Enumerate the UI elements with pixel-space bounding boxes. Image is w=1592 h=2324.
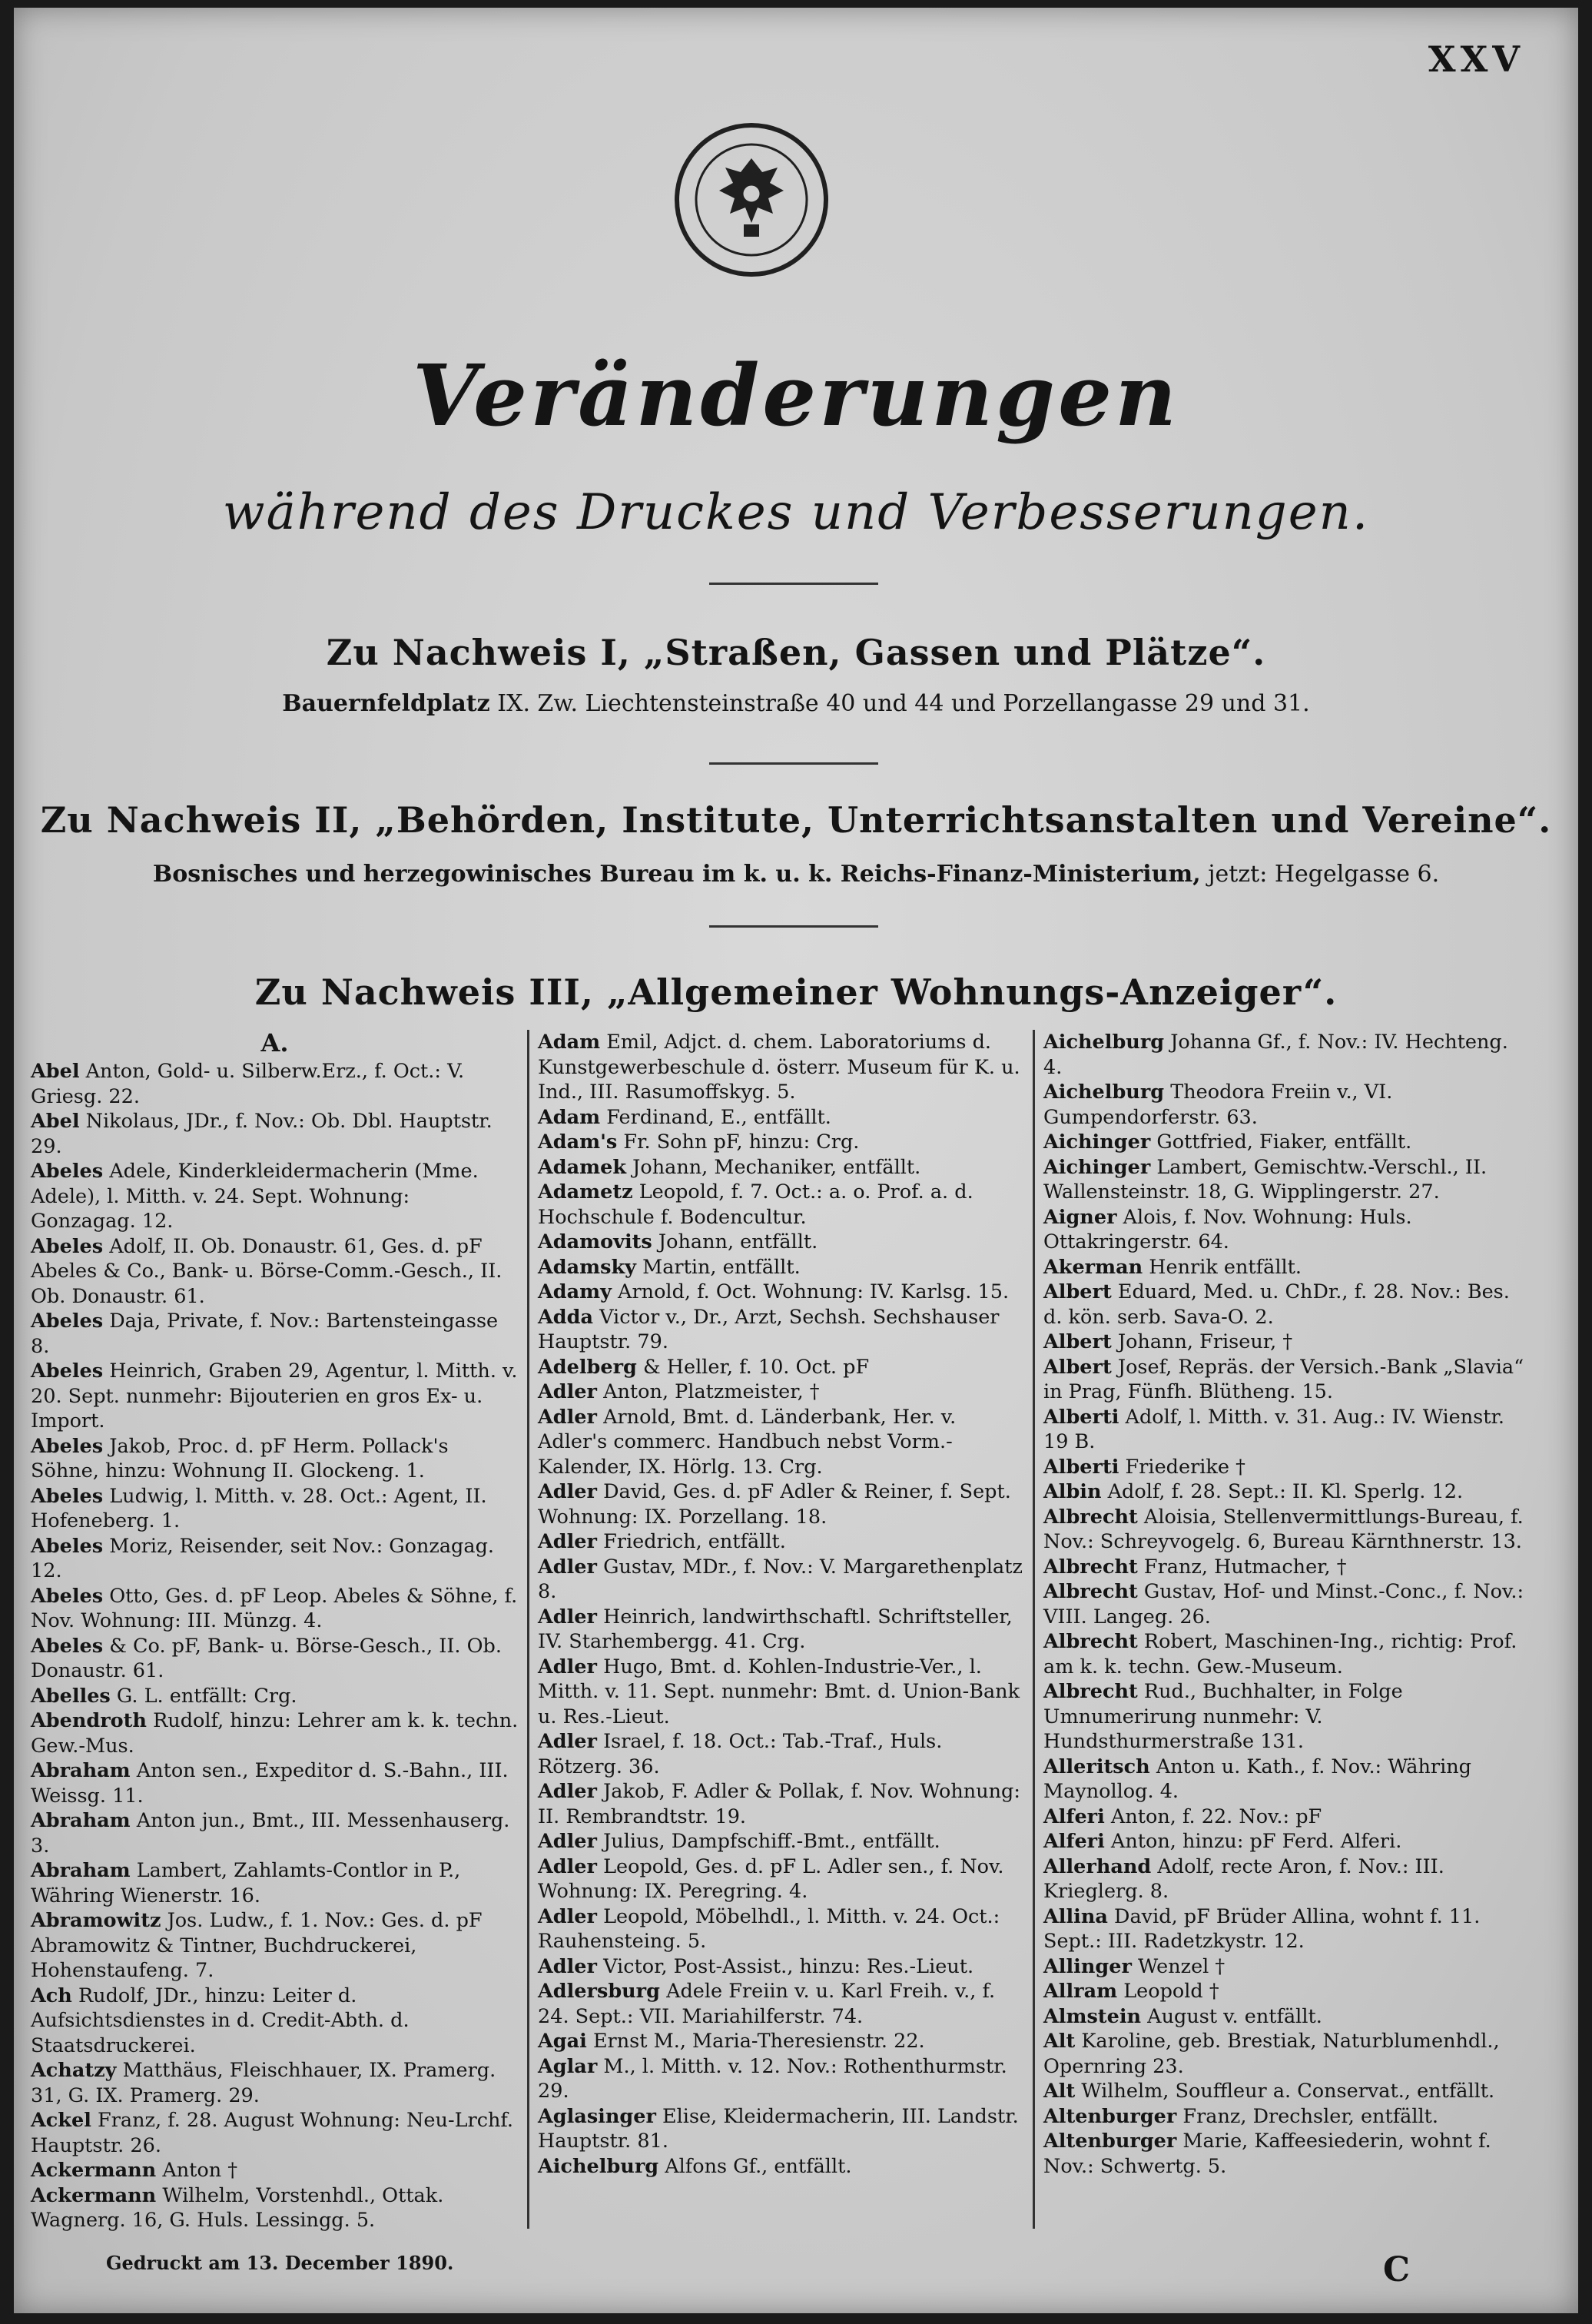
list-item: Abendroth Rudolf, hinzu: Lehrer am k. k. techn. Gew.-Mus. (31, 1709, 519, 1758)
list-item: Abeles Ludwig, l. Mitth. v. 28. Oct.: Agent, II. Hofeneberg. 1. (31, 1484, 487, 1532)
section-3-heading: Zu Nachweis III, „Allgemeiner Wohnungs-Anzeiger“. (254, 971, 1338, 1013)
list-item: Adam Ferdinand, E., entfällt. (538, 1105, 831, 1129)
divider (709, 925, 878, 928)
list-item: Adler Jakob, F. Adler & Pollak, f. Nov. Wohnung: II. Rembrandtstr. 19. (538, 1780, 1020, 1828)
section-2-entry (14, 861, 1578, 888)
column-divider (527, 1030, 529, 2229)
list-item: Allina David, pF Brüder Allina, wohnt f. 11. Sept.: III. Radetzkystr. 12. (1043, 1904, 1481, 1953)
list-item: Abeles Moriz, Reisender, seit Nov.: Gonzagag. 12. (31, 1534, 495, 1582)
list-item: Adamy Arnold, f. Oct. Wohnung: IV. Karlsg. 15. (538, 1280, 1010, 1303)
list-item: Abeles Daja, Private, f. Nov.: Bartensteingasse 8. (31, 1310, 499, 1358)
list-item: Abeles Jakob, Proc. d. pF Herm. Pollack's Söhne, hinzu: Wohnung II. Glockeng. 1. (31, 1434, 449, 1482)
list-item: Allerhand Adolf, recte Aron, f. Nov.: III. Krieglerg. 8. (1043, 1854, 1444, 1903)
list-item: Agai Ernst M., Maria-Theresienstr. 22. (538, 2030, 925, 2053)
divider (709, 583, 878, 585)
list-item: Adler Leopold, Ges. d. pF L. Adler sen., f. Nov. Wohnung: IX. Peregring. 4. (538, 1854, 1004, 1903)
list-item: Albrecht Gustav, Hof- und Minst.-Conc., f. Nov.: VIII. Langeg. 26. (1043, 1580, 1524, 1628)
list-item: Adam Emil, Adjct. d. chem. Laboratoriums d. Kunstgewerbeschule d. österr. Museum für K. u. Ind., III. Rasumoffskyg. 5. (538, 1031, 1020, 1104)
column-2 (538, 1030, 1026, 2179)
column-3 (1043, 1030, 1531, 2179)
column-1 (31, 1030, 519, 2233)
column-divider (1033, 1030, 1035, 2229)
list-item: Adametz Leopold, f. 7. Oct.: a. o. Prof. a. d. Hochschule f. Bodencultur. (538, 1180, 973, 1229)
list-item: Ackermann Anton † (31, 2159, 238, 2182)
section-1-entry-name: Bauernfeldplatz (282, 690, 490, 717)
library-stamp (675, 123, 828, 277)
list-item: Altenburger Franz, Drechsler, entfällt. (1043, 2104, 1439, 2128)
list-item: Alferi Anton, f. 22. Nov.: pF (1043, 1804, 1322, 1828)
list-item: Aigner Alois, f. Nov. Wohnung: Huls. Ottakringerstr. 64. (1043, 1205, 1412, 1253)
list-item: Abeles Adolf, II. Ob. Donaustr. 61, Ges. d. pF Abeles & Co., Bank- u. Börse-Comm.-Gesch., II. Ob. Donaustr. 61. (31, 1234, 502, 1308)
list-item: Adamek Johann, Mechaniker, entfällt. (538, 1155, 921, 1179)
list-item: Altenburger Marie, Kaffeesiederin, wohnt f. Nov.: Schwertg. 5. (1043, 2130, 1491, 2178)
list-item: Albrecht Aloisia, Stellenvermittlungs-Bureau, f. Nov.: Schreyvogelg. 6, Bureau Kärnthnerstr. 13. (1043, 1505, 1524, 1553)
section-1-entry-text: IX. Zw. Liechtensteinstraße 40 und 44 und Porzellangasse 29 und 31. (497, 690, 1310, 717)
list-item: Akerman Henrik entfällt. (1043, 1255, 1302, 1279)
list-item: Adda Victor v., Dr., Arzt, Sechsh. Sechshauser Hauptstr. 79. (538, 1305, 1000, 1353)
section-2-heading: Zu Nachweis II, „Behörden, Institute, Unterrichtsanstalten und Vereine“. (40, 799, 1552, 841)
list-item: Adler Anton, Platzmeister, † (538, 1380, 820, 1403)
page-subtitle: während des Druckes und Verbesserungen. (222, 484, 1370, 541)
list-item: Abeles Adele, Kinderkleidermacherin (Mme. Adele), l. Mitth. v. 24. Sept. Wohnung: Gonzagag. 12. (31, 1160, 479, 1233)
page-number: XXV (1428, 38, 1524, 80)
list-item: Adler Heinrich, landwirthschaftl. Schriftsteller, IV. Starhembergg. 41. Crg. (538, 1605, 1013, 1653)
signature-mark: C (1383, 2250, 1411, 2289)
list-item: Almstein August v. entfällt. (1043, 2004, 1322, 2028)
list-item: Albert Eduard, Med. u. ChDr., f. 28. Nov.: Bes. d. kön. serb. Sava-O. 2. (1043, 1280, 1510, 1329)
list-item: Adlersburg Adele Freiin v. u. Karl Freih. v., f. 24. Sept.: VII. Mariahilferstr. 74. (538, 1980, 996, 2028)
list-item: Allinger Wenzel † (1043, 1954, 1226, 1978)
print-date-footer: Gedruckt am 13. December 1890. (106, 2252, 454, 2274)
list-item: Aichelburg Theodora Freiin v., VI. Gumpendorferstr. 63. (1043, 1081, 1393, 1129)
list-item: Aglasinger Elise, Kleidermacherin, III. Landstr. Hauptstr. 81. (538, 2104, 1019, 2153)
list-item: Abel Nikolaus, JDr., f. Nov.: Ob. Dbl. Hauptstr. 29. (31, 1110, 493, 1158)
list-item: Adler Leopold, Möbelhdl., l. Mitth. v. 24. Oct.: Rauhensteing. 5. (538, 1904, 1000, 1953)
list-item: Adler Israel, f. 18. Oct.: Tab.-Traf., Huls. Rötzerg. 36. (538, 1730, 943, 1778)
list-item: Adler Gustav, MDr., f. Nov.: V. Margarethenplatz 8. (538, 1555, 1023, 1603)
list-item: Adamsky Martin, entfällt. (538, 1255, 801, 1279)
list-item: Aichinger Lambert, Gemischtw.-Verschl., II. Wallensteinstr. 18, G. Wipplingerstr. 27. (1043, 1155, 1488, 1204)
list-item: Abeles & Co. pF, Bank- u. Börse-Gesch., II. Ob. Donaustr. 61. (31, 1634, 502, 1682)
list-item: Albrecht Robert, Maschinen-Ing., richtig: Prof. am k. k. techn. Gew.-Museum. (1043, 1630, 1517, 1678)
list-item: Adler Hugo, Bmt. d. Kohlen-Industrie-Ver., l. Mitth. v. 11. Sept. nunmehr: Bmt. d. Union-Bank u. Res.-Lieut. (538, 1655, 1020, 1728)
list-item: Abraham Anton sen., Expeditor d. S.-Bahn., III. Weissg. 11. (31, 1759, 509, 1808)
list-item: Adelberg & Heller, f. 10. Oct. pF (538, 1355, 870, 1379)
list-item: Achatzy Matthäus, Fleischhauer, IX. Pramerg. 31, G. IX. Pramerg. 29. (31, 2059, 496, 2107)
list-item: Aglar M., l. Mitth. v. 12. Nov.: Rothenthurmstr. 29. (538, 2054, 1007, 2103)
section-1-heading: Zu Nachweis I, „Straßen, Gassen und Plätze“. (326, 632, 1266, 673)
page (14, 8, 1578, 2313)
list-item: Alberti Adolf, l. Mitth. v. 31. Aug.: IV. Wienstr. 19 B. (1043, 1405, 1505, 1453)
list-item: Alberti Friederike † (1043, 1455, 1245, 1479)
list-item: Adler Julius, Dampfschiff.-Bmt., entfällt. (538, 1830, 940, 1853)
divider (709, 762, 878, 765)
list-item: Abelles G. L. entfällt: Crg. (31, 1684, 297, 1708)
list-item: Allram Leopold † (1043, 1980, 1219, 2003)
list-item: Adam's Fr. Sohn pF, hinzu: Crg. (538, 1130, 860, 1154)
list-item: Abramowitz Jos. Ludw., f. 1. Nov.: Ges. d. pF Abramowitz & Tintner, Buchdruckerei, Hohenstaufeng. 7. (31, 1909, 483, 1982)
section-2-entry-name: Bosnisches und herzegowinisches Bureau im k. u. k. Reichs-Finanz-Ministerium, (152, 861, 1201, 888)
list-item: Alt Karoline, geb. Brestiak, Naturblumenhdl., Opernring 23. (1043, 2030, 1500, 2078)
section-1-entry (14, 690, 1578, 717)
list-item: Albrecht Franz, Hutmacher, † (1043, 1555, 1347, 1579)
page-title: Veränderungen (412, 346, 1180, 445)
eagle-stamp-icon (679, 128, 824, 272)
list-item: Albert Josef, Repräs. der Versich.-Bank „Slavia“ in Prag, Fünfh. Blütheng. 15. (1043, 1355, 1524, 1403)
list-item: Abeles Otto, Ges. d. pF Leop. Abeles & Söhne, f. Nov. Wohnung: III. Münzg. 4. (31, 1584, 518, 1632)
list-item: Ackel Franz, f. 28. August Wohnung: Neu-Lrchf. Hauptstr. 26. (31, 2109, 514, 2157)
list-item: Adamovits Johann, entfällt. (538, 1230, 818, 1253)
list-item: Aichinger Gottfried, Fiaker, entfällt. (1043, 1130, 1412, 1154)
list-item: Adler Friedrich, entfällt. (538, 1530, 786, 1553)
list-item: Aichelburg Johanna Gf., f. Nov.: IV. Hechteng. 4. (1043, 1031, 1508, 1079)
list-item: Abraham Lambert, Zahlamts-Contlor in P., Währing Wienerstr. 16. (31, 1859, 461, 1907)
list-item: Adler Victor, Post-Assist., hinzu: Res.-Lieut. (538, 1954, 974, 1978)
letter-heading: A. (260, 1028, 289, 1057)
list-item: Abeles Heinrich, Graben 29, Agentur, l. Mitth. v. 20. Sept. nunmehr: Bijouterien en gros Ex- u. Import. (31, 1360, 518, 1433)
list-item: Adler Arnold, Bmt. d. Länderbank, Her. v. Adler's commerc. Handbuch nebst Vorm.-Kalender, IX. Hörlg. 13. Crg. (538, 1405, 957, 1479)
section-2-entry-text: jetzt: Hegelgasse 6. (1208, 861, 1440, 888)
list-item: Ach Rudolf, JDr., hinzu: Leiter d. Aufsichtsdienstes in d. Credit-Abth. d. Staatsdruckerei. (31, 1984, 410, 2057)
list-item: Alt Wilhelm, Souffleur a. Conservat., entfällt. (1043, 2080, 1495, 2103)
list-item: Alferi Anton, hinzu: pF Ferd. Alferi. (1043, 1830, 1402, 1853)
list-item: Abel Anton, Gold- u. Silberw.Erz., f. Oct.: V. Griesg. 22. (31, 1060, 465, 1108)
list-item: Albert Johann, Friseur, † (1043, 1330, 1293, 1353)
list-item: Aichelburg Alfons Gf., entfällt. (538, 2154, 852, 2178)
list-item: Alleritsch Anton u. Kath., f. Nov.: Währing Maynollog. 4. (1043, 1755, 1471, 1803)
list-item: Ackermann Wilhelm, Vorstenhdl., Ottak. Wagnerg. 16, G. Huls. Lessingg. 5. (31, 2183, 444, 2232)
list-item: Abraham Anton jun., Bmt., III. Messenhauserg. 3. (31, 1809, 510, 1858)
list-item: Albrecht Rud., Buchhalter, in Folge Umnumerirung nunmehr: V. Hundsthurmerstraße 131. (1043, 1680, 1403, 1753)
list-item: Albin Adolf, f. 28. Sept.: II. Kl. Sperlg. 12. (1043, 1480, 1464, 1503)
list-item: Adler David, Ges. d. pF Adler & Reiner, f. Sept. Wohnung: IX. Porzellang. 18. (538, 1480, 1011, 1529)
